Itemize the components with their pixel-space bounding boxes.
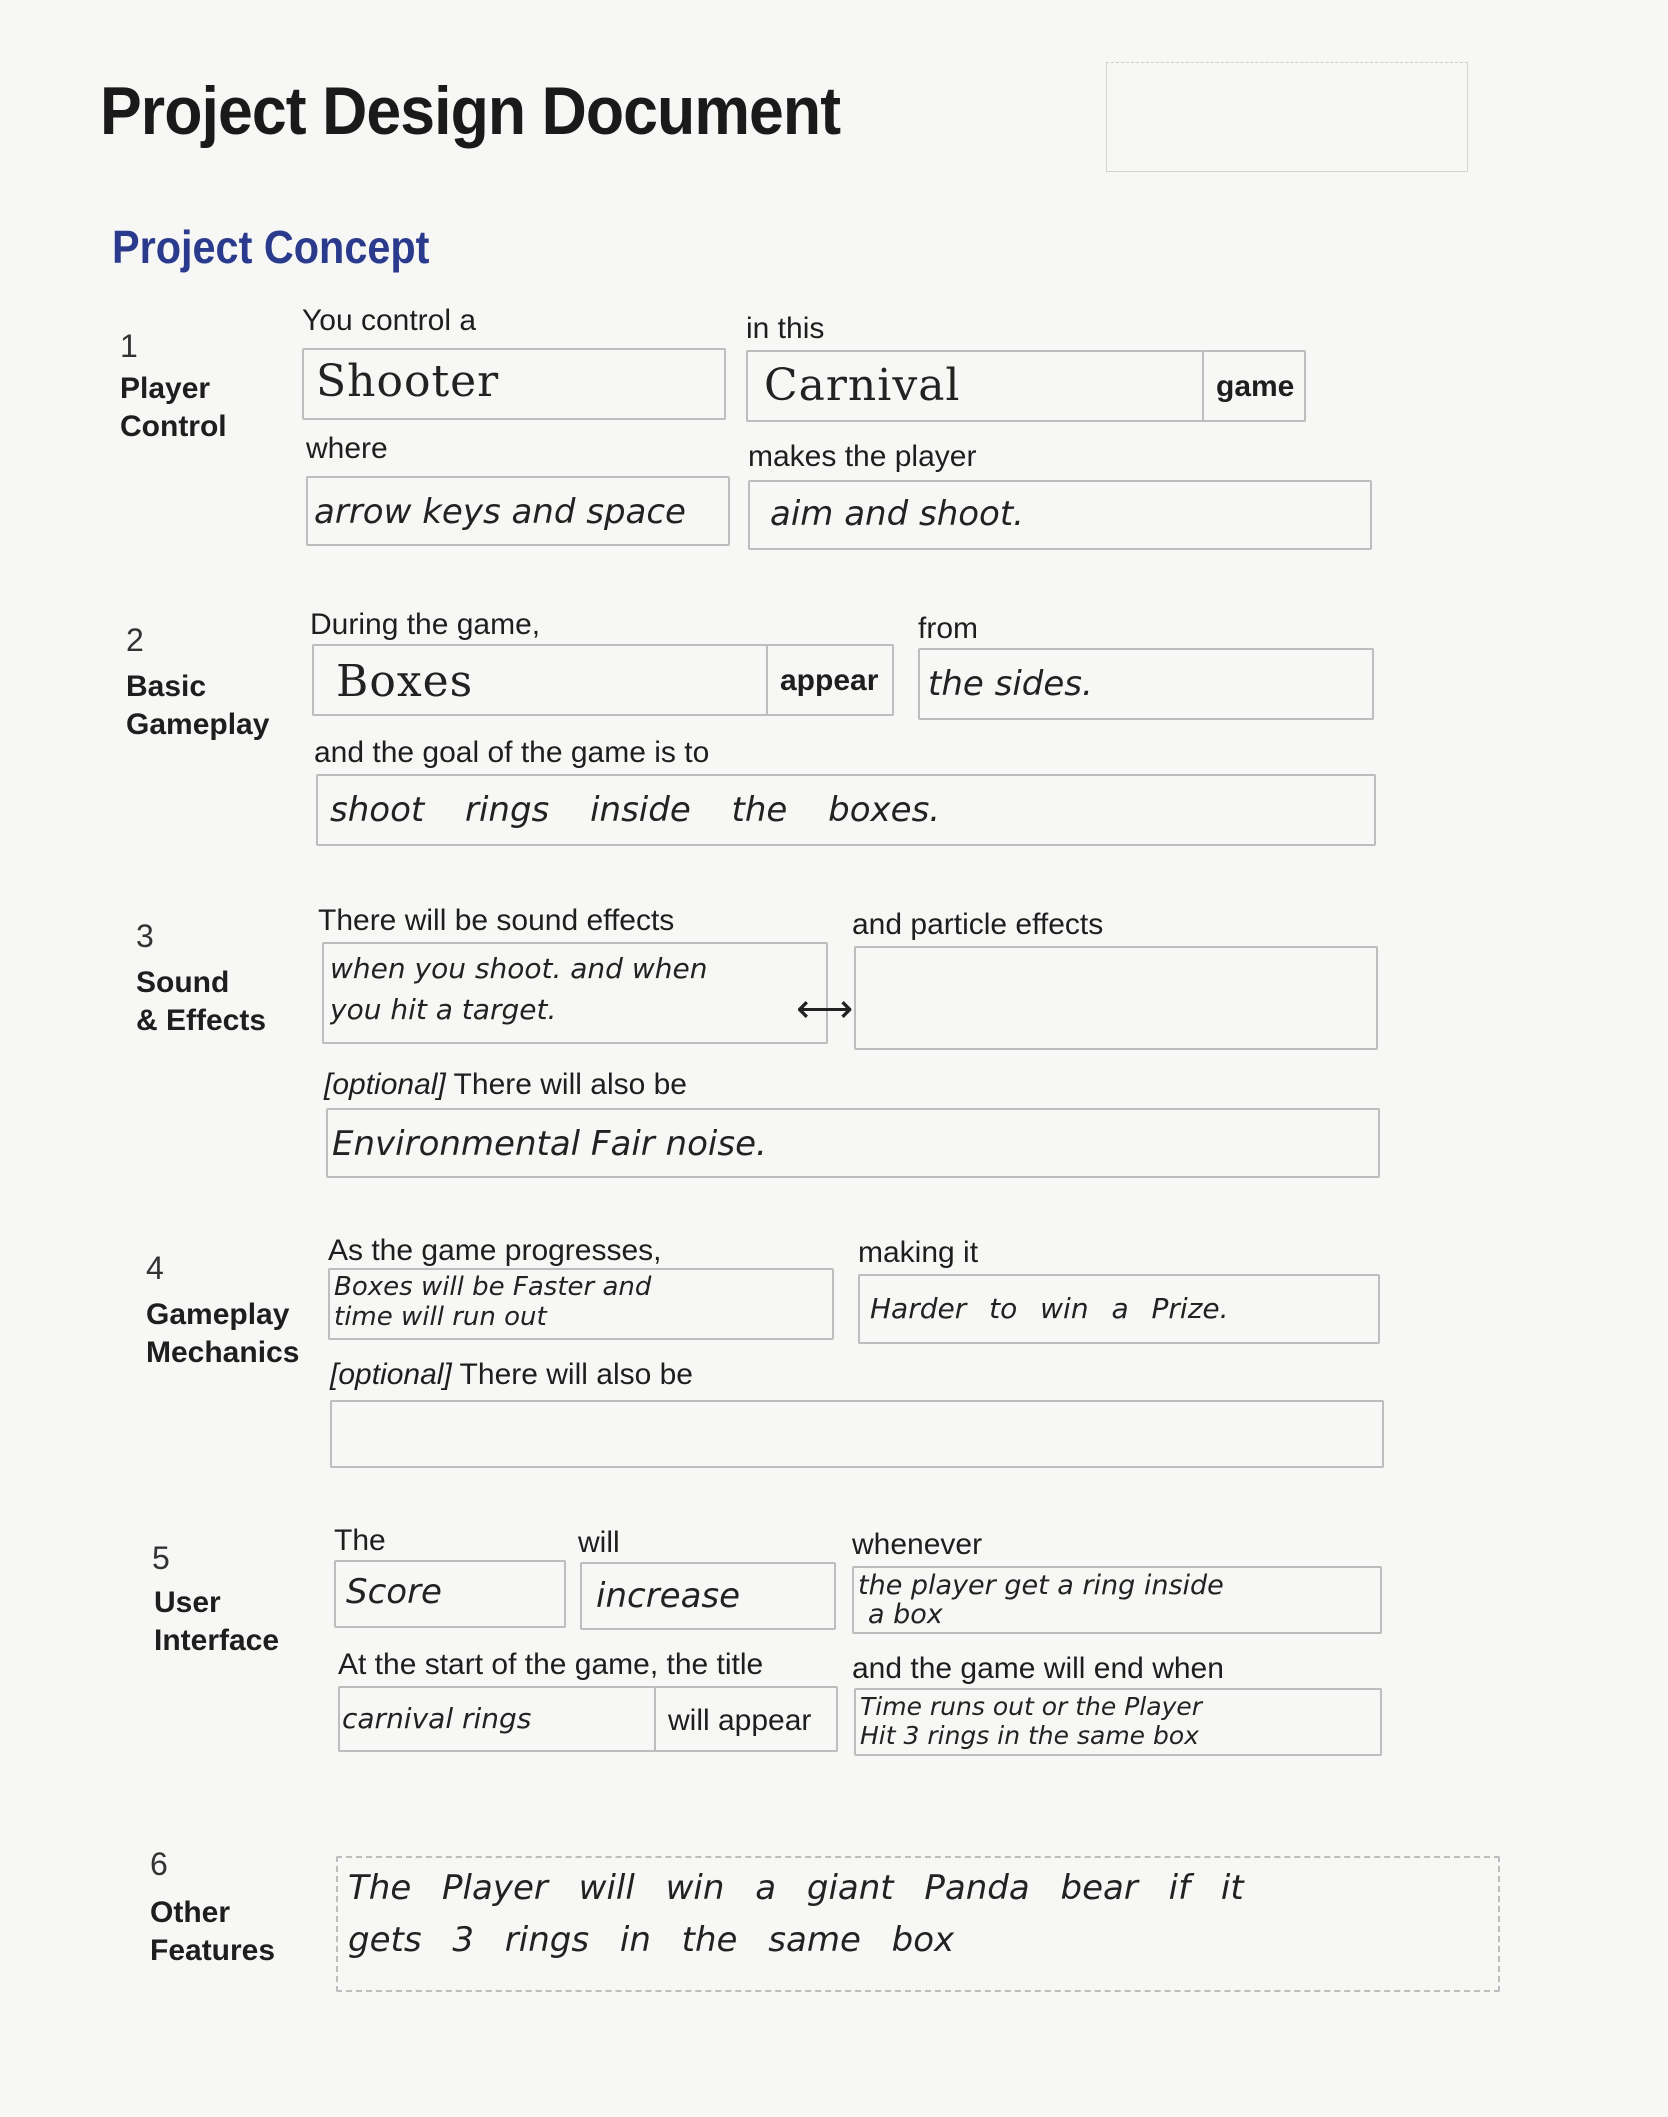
section-name-line: Sound	[136, 966, 230, 999]
field-where[interactable]	[306, 476, 730, 546]
field-value: increase	[596, 1576, 741, 1616]
label-start-title: At the start of the game, the title	[338, 1648, 764, 1681]
field-value-line: time will run out	[334, 1302, 547, 1332]
label-during-game: During the game,	[310, 608, 541, 641]
field-value: the sides.	[928, 664, 1093, 704]
field-value-line: you hit a target.	[330, 993, 557, 1026]
field-value: aim and shoot.	[770, 494, 1024, 534]
section-name-line: Interface	[154, 1624, 280, 1657]
field-value: shoot rings inside the boxes.	[330, 790, 941, 830]
label-game-end: and the game will end when	[852, 1652, 1224, 1685]
section-number: 1	[120, 328, 138, 364]
field-value: Harder to win a Prize.	[870, 1292, 1229, 1325]
document-title: Project Design Document	[100, 73, 841, 149]
label-sound-effects: There will be sound effects	[318, 904, 675, 937]
label-optional	[324, 1068, 687, 1102]
label-game-progresses: As the game progresses,	[328, 1234, 662, 1267]
field-value: Shooter	[316, 356, 500, 407]
field-game-progresses[interactable]	[328, 1268, 834, 1340]
section-number: 3	[136, 918, 154, 954]
field-title[interactable]	[338, 1686, 656, 1752]
corner-box	[1106, 62, 1468, 172]
field-from[interactable]	[918, 648, 1374, 720]
section-name-line: Other	[150, 1896, 231, 1929]
field-value: Environmental Fair noise.	[332, 1124, 767, 1164]
field-value: Carnival	[764, 360, 961, 411]
field-value-line: gets 3 rings in the same box	[348, 1920, 955, 1960]
section-name-line: Player	[120, 372, 211, 405]
section-name-line: Control	[120, 410, 227, 443]
label-the: The	[334, 1524, 386, 1557]
field-makes-player[interactable]	[748, 480, 1372, 550]
field-value-line: The Player will win a giant Panda bear if it	[348, 1868, 1244, 1908]
field-game-type[interactable]	[746, 350, 1204, 422]
field-player-type[interactable]	[302, 348, 726, 420]
section-name	[136, 964, 266, 1040]
field-ui-change[interactable]	[580, 1562, 836, 1630]
field-value: Boxes	[336, 656, 474, 707]
section-number: 5	[152, 1540, 170, 1576]
field-game-end[interactable]	[854, 1688, 1382, 1756]
label-will: will	[578, 1526, 620, 1559]
field-optional-sound[interactable]	[326, 1108, 1380, 1178]
section-name	[146, 1296, 299, 1372]
field-making-it[interactable]	[858, 1274, 1380, 1344]
field-value-line: Hit 3 rings in the same box	[860, 1721, 1199, 1750]
section-name	[120, 370, 227, 446]
field-value-line: the player get a ring inside	[858, 1570, 1224, 1601]
suffix-game: game	[1216, 370, 1295, 403]
label-where: where	[306, 432, 388, 465]
field-value-line: when you shoot. and when	[330, 952, 708, 985]
section-number: 6	[150, 1846, 168, 1882]
section-name-line: Mechanics	[146, 1336, 300, 1369]
field-value-line: Time runs out or the Player	[860, 1692, 1203, 1721]
field-value-line: Boxes will be Faster and	[334, 1272, 652, 1302]
field-value: Score	[346, 1572, 442, 1612]
label-in-this: in this	[746, 312, 825, 345]
field-value: arrow keys and space	[314, 492, 686, 532]
section-name-line: & Effects	[136, 1004, 267, 1037]
field-goal[interactable]	[316, 774, 1376, 846]
double-arrow-icon: ⟷	[796, 987, 854, 1031]
label-making-it: making it	[858, 1236, 979, 1269]
optional-text: There will also be	[451, 1358, 693, 1391]
section-name-line: Gameplay	[126, 708, 270, 741]
suffix-appear: appear	[780, 664, 879, 697]
label-whenever: whenever	[852, 1528, 983, 1561]
section-name	[150, 1894, 275, 1970]
field-ui-element[interactable]	[334, 1560, 566, 1628]
section-name-line: Features	[150, 1934, 276, 1967]
section-name-line: Basic	[126, 670, 207, 703]
section-number: 2	[126, 622, 144, 658]
field-value: carnival rings	[342, 1702, 532, 1735]
field-during-game[interactable]	[312, 644, 768, 716]
section-number: 4	[146, 1250, 164, 1286]
suffix-box	[654, 1686, 838, 1752]
section-name	[126, 668, 269, 744]
optional-tag: [optional]	[324, 1068, 446, 1101]
section-name-line: User	[154, 1586, 221, 1619]
label-from: from	[918, 612, 978, 645]
label-goal: and the goal of the game is to	[314, 736, 710, 769]
optional-tag: [optional]	[330, 1358, 452, 1391]
field-other-features[interactable]	[336, 1856, 1500, 1992]
label-makes-player: makes the player	[748, 440, 977, 473]
section-name	[154, 1584, 279, 1660]
field-sound-effects[interactable]	[322, 942, 828, 1044]
field-whenever[interactable]	[852, 1566, 1382, 1634]
section-heading: Project Concept	[112, 221, 430, 273]
suffix-box	[766, 644, 894, 716]
label-you-control: You control a	[302, 304, 477, 337]
label-optional	[330, 1358, 693, 1392]
field-particle-effects[interactable]	[854, 946, 1378, 1050]
label-particle-effects: and particle effects	[852, 908, 1104, 941]
optional-text: There will also be	[445, 1068, 687, 1101]
section-name-line: Gameplay	[146, 1298, 290, 1331]
suffix-box	[1202, 350, 1306, 422]
field-value-line: a box	[868, 1599, 943, 1630]
field-optional-mechanics[interactable]	[330, 1400, 1384, 1468]
suffix-will-appear: will appear	[668, 1704, 812, 1737]
